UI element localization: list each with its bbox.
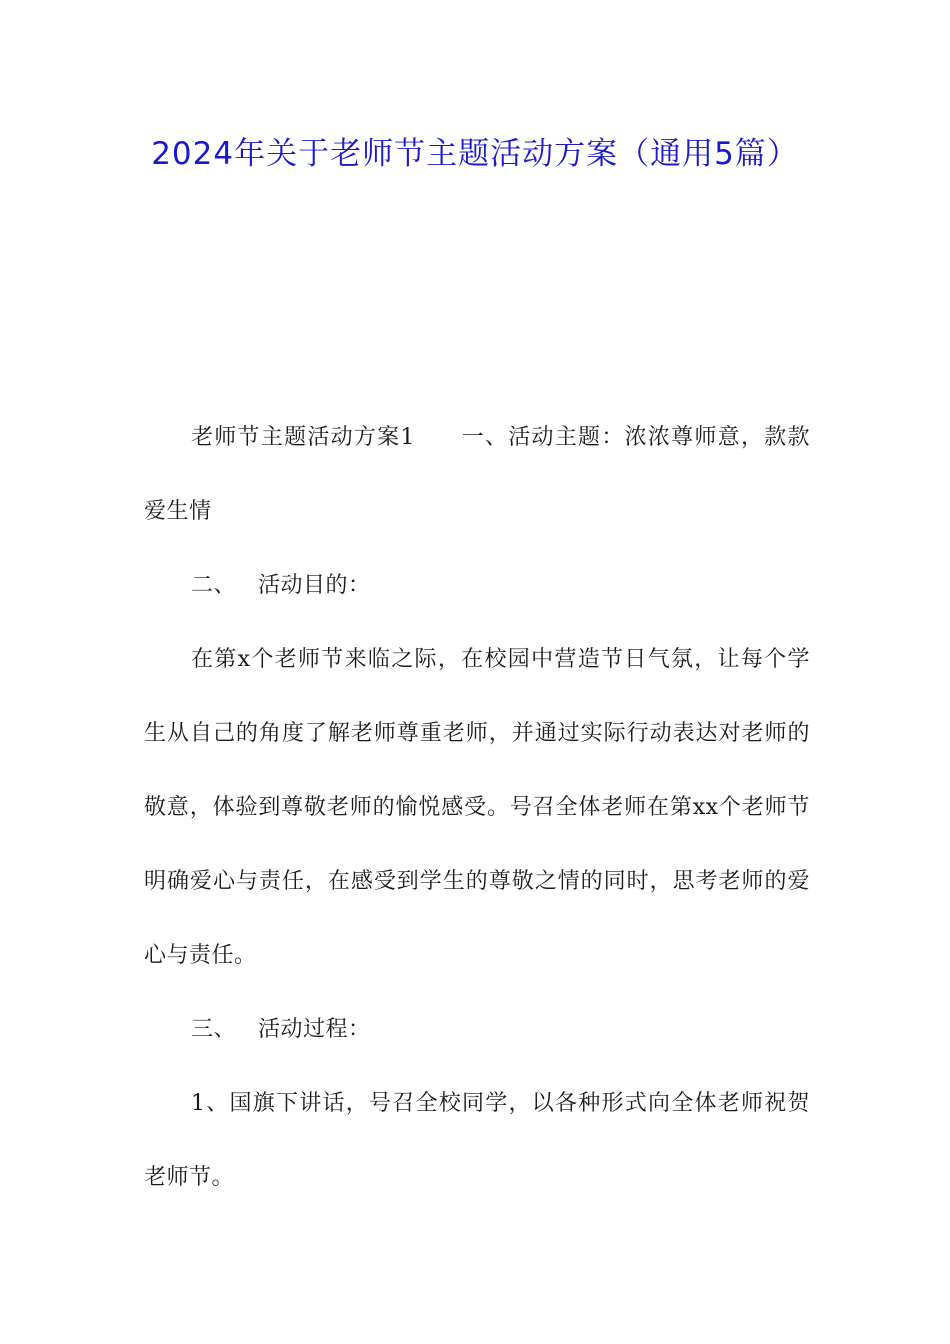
document-title: 2024年关于老师节主题活动方案（通用5篇） [151, 136, 799, 172]
paragraph-plan-1 [144, 401, 810, 549]
paragraph-purpose-body: 在第x个老师节来临之际，在校园中营造节日气氛，让每个学生从自己的角度了解老师尊重老师，并通过实际行动表达对老师的敬意，体验到尊敬老师的愉悦感受。号召全体老师在第xx个老师节明确爱心与责任，在感受到学生的尊敬之情的同时，思考老师的爱心与责任。 [144, 647, 810, 968]
paragraph-text: 一、活动主题：浓浓尊师意，款款爱生情 [144, 425, 810, 524]
paragraph-text: 活动过程： [258, 1017, 371, 1042]
paragraph-process-item-1: 1、国旗下讲话，号召全校同学，以各种形式向全体老师祝贺老师节。 [144, 1091, 810, 1190]
section-number: 三、 [191, 1017, 237, 1042]
paragraph-process-heading [144, 993, 810, 1067]
document-body [144, 401, 810, 1215]
section-number: 二、 [191, 573, 237, 598]
paragraph-text: 活动目的： [258, 573, 371, 598]
paragraph-purpose-heading [144, 549, 810, 623]
section-heading: 老师节主题活动方案1 [191, 425, 415, 450]
